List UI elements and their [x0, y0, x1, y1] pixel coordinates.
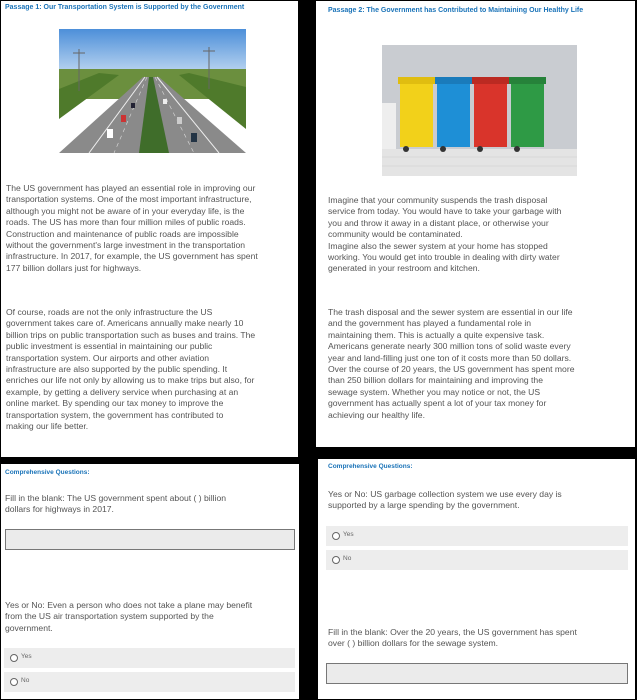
passage-2-title: Passage 2: The Government has Contributed to Maintaining Our Healthy Life: [328, 7, 584, 14]
passage-1-title: Passage 1: Our Transportation System is Supported by the Government: [5, 4, 245, 11]
question-2-1-option-yes[interactable]: [326, 526, 628, 546]
option-yes-label: Yes: [343, 531, 354, 538]
question-2-1-text: Yes or No: US garbage collection system we use every day is supported by a large spending by the government.: [328, 489, 562, 511]
passage-1-paragraph-2: Of course, roads are not the only infrastructure the US government takes care of. Americans annually make nearly 10 billion trips on public transportation such as buses and trains. The public investment is essential in maintaining our public transportation system. Our airports and other aviation infrastructure are also supported by the public spending. It enriches our life not only by allowing us to make trips but also, for example, by getting a delivery service when purchasing at an online market. By spending our tax money to improve the transportation system, the government has contributed to making our life better.: [6, 307, 256, 432]
recycling-bins-photo: [382, 45, 577, 176]
radio-no[interactable]: [10, 678, 18, 686]
questions-2-heading: Comprehensive Questions:: [328, 463, 413, 470]
option-yes-label: Yes: [21, 653, 32, 660]
passage-1-panel: [1, 1, 298, 457]
question-2-2-text: Fill in the blank: Over the 20 years, the US government has spent over ( ) billion dollars for the sewage system.: [328, 627, 577, 649]
passage-2-paragraph-1: Imagine that your community suspends the trash disposal service from today. You would have to take your garbage with you and throw it away in a distant place, or otherwise your community would be contaminated. Imagine also the sewer system at your home has stopped working. You would get into trouble in dealing with dirty water generated in your restroom and kitchen.: [328, 195, 562, 274]
question-1-1-answer-value: [6, 530, 294, 538]
passage-2-paragraph-2: The trash disposal and the sewer system are essential in our life and the government has played a fundamental role in maintaining them. This is actually a quite expensive task. Americans generate nearly 300 million tons of solid waste every year and land-filling just one ton of it costs more than 50 dollars. Over the course of 20 years, the US government has spent more than 250 billion dollars for maintaining and improving the sewage system. Whether you may notice or not, the US government has actually spent a lot of your tax money for achieving our healthy life.: [328, 307, 575, 420]
question-2-1-option-no[interactable]: [326, 550, 628, 570]
highway-photo: [59, 29, 246, 153]
question-2-2-answer-input[interactable]: [326, 663, 628, 684]
question-1-2-text: Yes or No: Even a person who does not take a plane may benefit from the US air transportation system supported by the government.: [5, 600, 253, 633]
questions-1-panel: [1, 464, 299, 699]
questions-2-panel: [318, 459, 635, 699]
questions-1-heading: Comprehensive Questions:: [5, 469, 90, 476]
passage-1-paragraph-1: The US government has played an essential role in improving our transportation systems. One of the most important infrastructure, although you might not be aware of in your everyday life, is the roads. The US has more than four million miles of public roads. Construction and maintenance of public roads are impossible without the government's large investment in the transportation infrastructure. In 2017, for example, the US government has spent 177 billion dollars just for highways.: [6, 183, 258, 273]
question-1-1-text: Fill in the blank: The US government spent about ( ) billion dollars for highways in 2017.: [5, 493, 227, 515]
option-no-label: No: [343, 555, 352, 562]
radio-yes[interactable]: [332, 532, 340, 540]
question-1-2-option-no[interactable]: [4, 672, 295, 692]
radio-yes[interactable]: [10, 654, 18, 662]
option-no-label: No: [21, 677, 30, 684]
passage-2-panel: [316, 1, 635, 447]
question-1-2-option-yes[interactable]: [4, 648, 295, 668]
question-1-1-answer-input[interactable]: [5, 529, 295, 550]
radio-no[interactable]: [332, 556, 340, 564]
question-2-2-answer-value: [327, 664, 627, 672]
